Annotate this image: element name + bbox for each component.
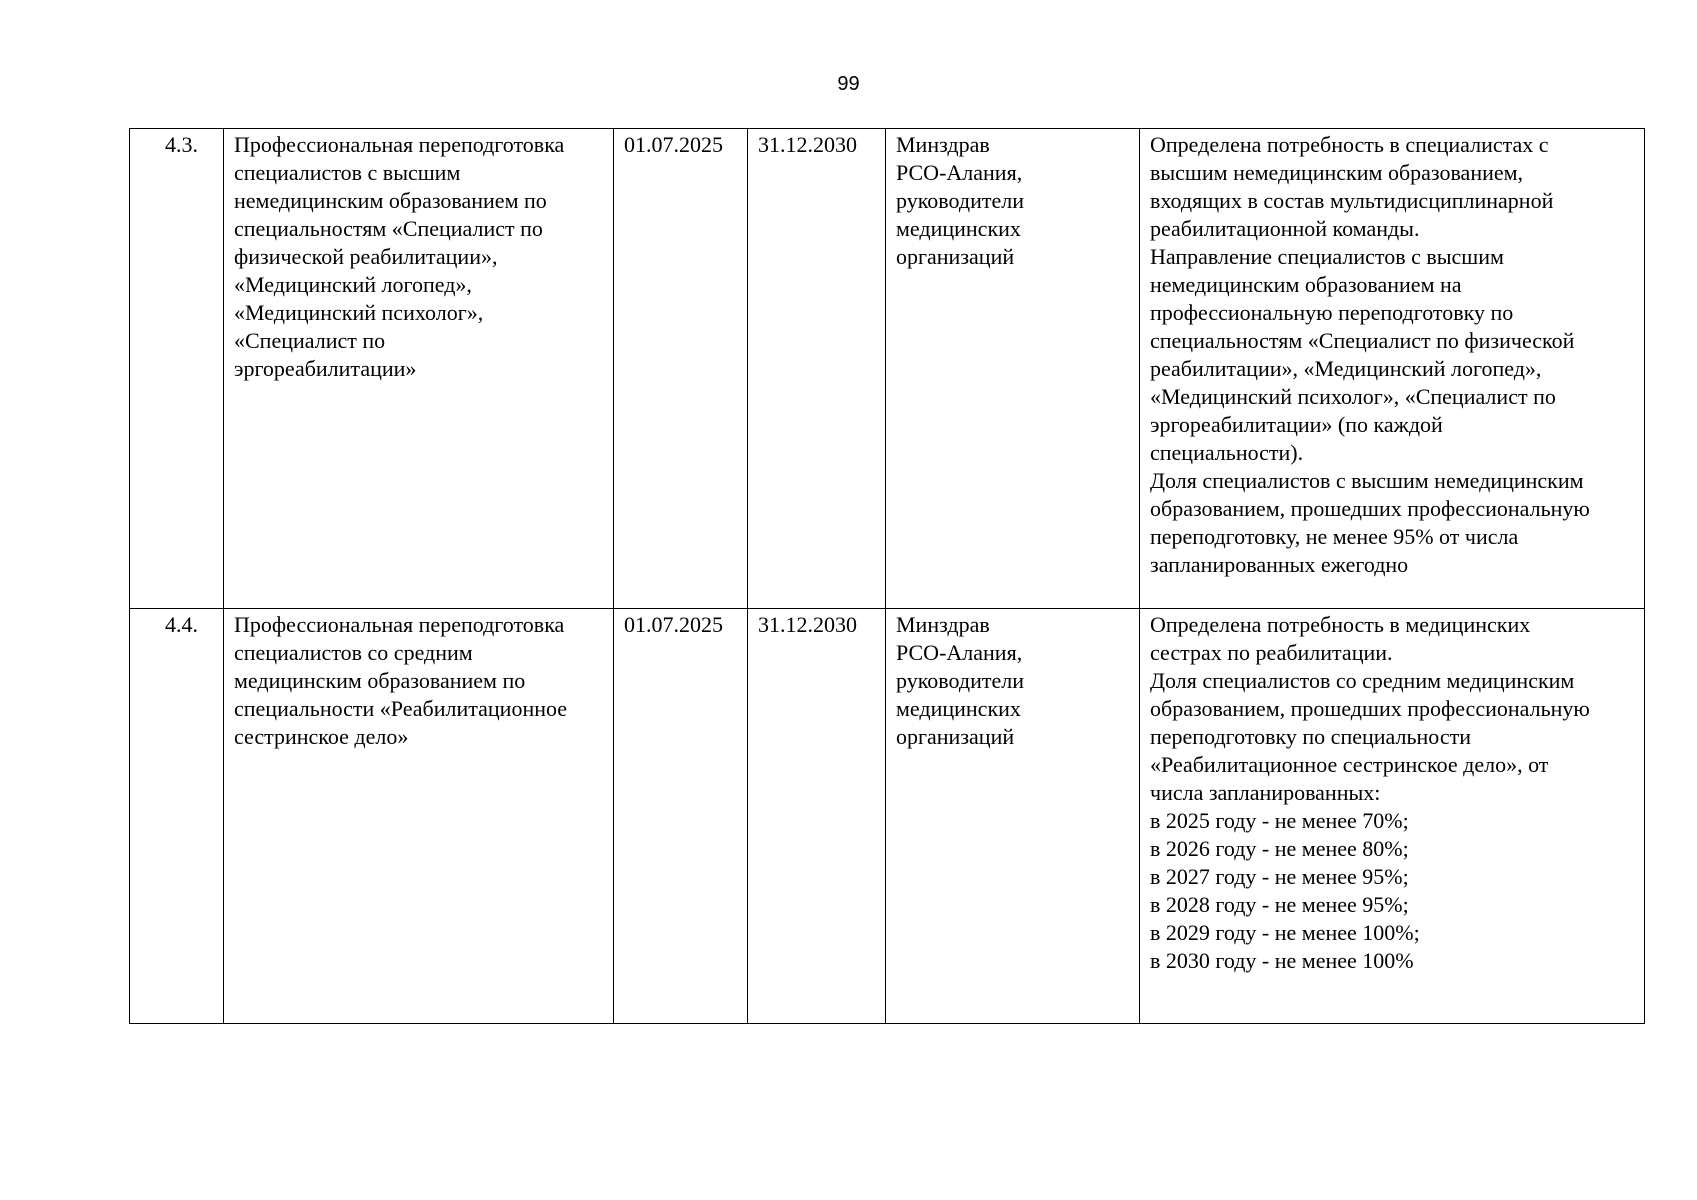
text-line: организаций: [896, 724, 1015, 749]
text-line: Профессиональная переподготовка: [234, 132, 565, 157]
text-line: переподготовку, не менее 95% от числа: [1150, 524, 1519, 549]
text-line: специальности «Реабилитационное: [234, 696, 568, 721]
text-line: медицинским образованием по: [234, 668, 526, 693]
text-line: числа запланированных:: [1150, 780, 1381, 805]
table-row: [130, 129, 1645, 609]
activity-name: [224, 129, 614, 609]
text-line: специальностям «Специалист по: [234, 216, 543, 241]
text-line: Определена потребность в медицинских: [1150, 612, 1531, 637]
text-line: сестрах по реабилитации.: [1150, 640, 1393, 665]
text-line: специалистов с высшим: [234, 160, 461, 185]
text-line: руководители: [896, 188, 1024, 213]
text-line: медицинских: [896, 216, 1021, 241]
text-line: образованием, прошедших профессиональную: [1150, 696, 1590, 721]
table-row: [130, 609, 1645, 1024]
text-line: высшим немедицинским образованием,: [1150, 160, 1524, 185]
text-line: реабилитации», «Медицинский логопед»,: [1150, 356, 1542, 381]
text-line: РСО-Алания,: [896, 640, 1023, 665]
start-date: 01.07.2025: [614, 609, 748, 1024]
text-line: Определена потребность в специалистах с: [1150, 132, 1549, 157]
text-line: «Специалист по: [234, 328, 386, 353]
text-line: образованием, прошедших профессиональную: [1150, 496, 1590, 521]
page-number: 99: [837, 73, 860, 95]
end-date: 31.12.2030: [748, 129, 886, 609]
text-line: в 2029 году - не менее 100%;: [1150, 920, 1420, 945]
text-line: реабилитационной команды.: [1150, 216, 1420, 241]
text-line: Направление специалистов с высшим: [1150, 244, 1504, 269]
text-line: Минздрав: [896, 612, 990, 637]
text-line: эргореабилитации» (по каждой: [1150, 412, 1443, 437]
text-line: Профессиональная переподготовка: [234, 612, 565, 637]
expected-result: [1140, 609, 1645, 1024]
text-line: входящих в состав мультидисциплинарной: [1150, 188, 1554, 213]
text-line: запланированных ежегодно: [1150, 552, 1409, 577]
text-line: в 2026 году - не менее 80%;: [1150, 836, 1409, 861]
text-line: организаций: [896, 244, 1015, 269]
text-line: специалистов со средним: [234, 640, 473, 665]
text-line: специальности).: [1150, 440, 1304, 465]
row-number: 4.3.: [130, 129, 224, 609]
text-line: «Медицинский психолог», «Специалист по: [1150, 384, 1556, 409]
text-line: медицинских: [896, 696, 1021, 721]
text-line: в 2025 году - не менее 70%;: [1150, 808, 1409, 833]
text-line: «Реабилитационное сестринское дело», от: [1150, 752, 1549, 777]
text-line: Доля специалистов со средним медицинским: [1150, 668, 1575, 693]
text-line: «Медицинский психолог»,: [234, 300, 484, 325]
end-date: 31.12.2030: [748, 609, 886, 1024]
text-line: переподготовку по специальности: [1150, 724, 1471, 749]
text-line: руководители: [896, 668, 1024, 693]
text-line: в 2027 году - не менее 95%;: [1150, 864, 1409, 889]
text-line: в 2028 году - не менее 95%;: [1150, 892, 1409, 917]
text-line: в 2030 году - не менее 100%: [1150, 948, 1414, 973]
expected-result: [1140, 129, 1645, 609]
text-line: специальностям «Специалист по физической: [1150, 328, 1575, 353]
text-line: эргореабилитации»: [234, 356, 417, 381]
text-line: физической реабилитации»,: [234, 244, 498, 269]
text-line: немедицинским образованием по: [234, 188, 547, 213]
activity-name: [224, 609, 614, 1024]
start-date: 01.07.2025: [614, 129, 748, 609]
responsible: [886, 609, 1140, 1024]
text-line: немедицинским образованием на: [1150, 272, 1462, 297]
text-line: Минздрав: [896, 132, 990, 157]
text-line: РСО-Алания,: [896, 160, 1023, 185]
text-line: «Медицинский логопед»,: [234, 272, 472, 297]
text-line: сестринское дело»: [234, 724, 409, 749]
text-line: Доля специалистов с высшим немедицинским: [1150, 468, 1584, 493]
text-line: профессиональную переподготовку по: [1150, 300, 1514, 325]
activities-table: [129, 128, 1645, 1024]
responsible: [886, 129, 1140, 609]
row-number: 4.4.: [130, 609, 224, 1024]
